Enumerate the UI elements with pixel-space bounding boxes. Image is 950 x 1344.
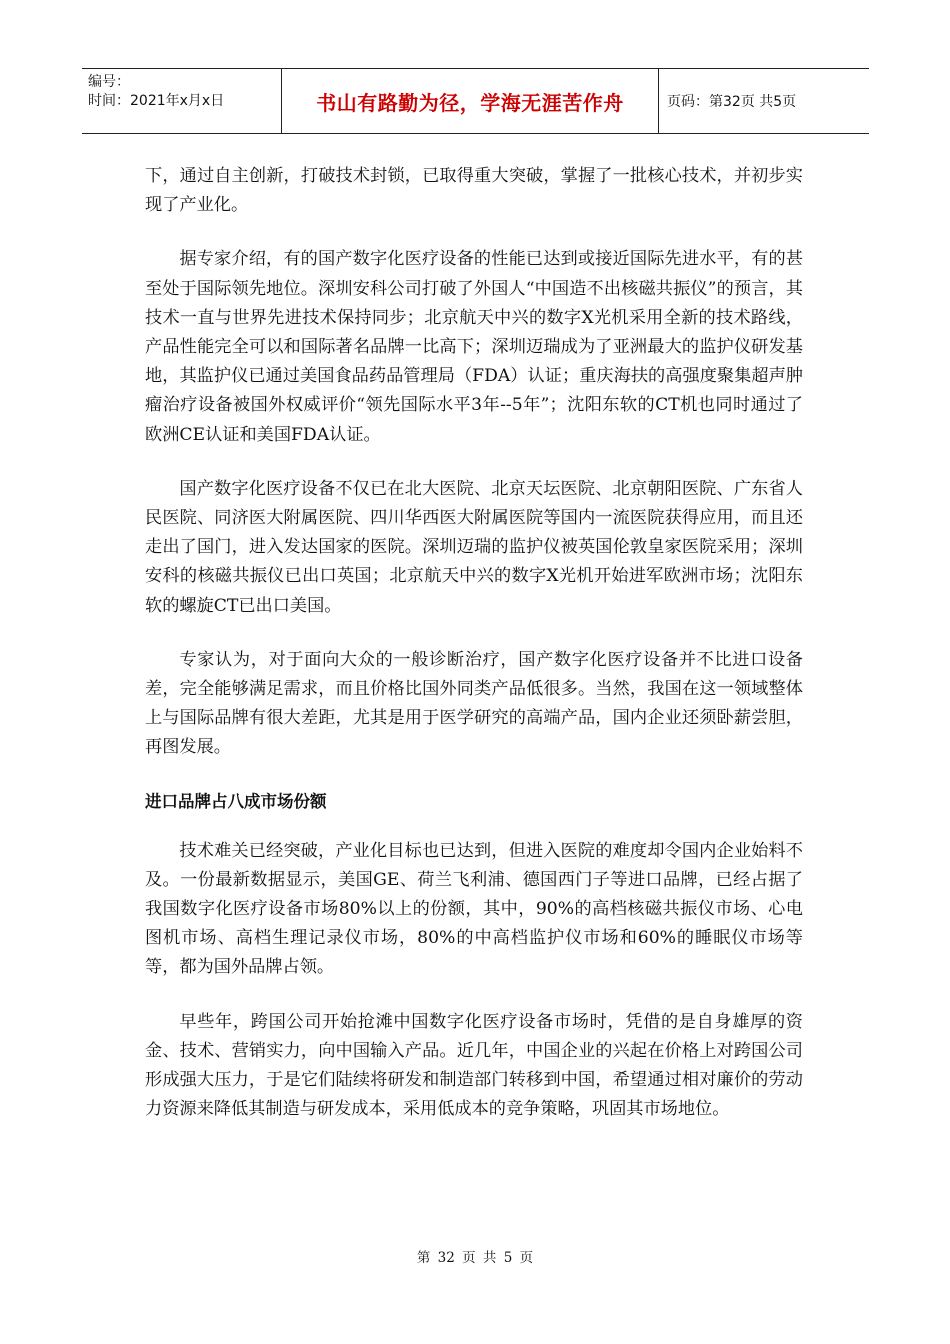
date-line: 时间：2021年x月x日 [88, 93, 225, 109]
page-header [82, 68, 869, 134]
paragraph: 早些年，跨国公司开始抢滩中国数字化医疗设备市场时，凭借的是自身雄厚的资金、技术、营销实力，向中国输入产品。近几年，中国企业的兴起在价格上对跨国公司形成强大压力，于是它们陆续将研发和制造部门转移到中国，希望通过相对廉价的劳动力资源来降低其制造与研发成本，采用低成本的竞争策略，巩固其市场地位。 [145, 1011, 803, 1120]
paragraph: 专家认为，对于面向大众的一般诊断治疗，国产数字化医疗设备并不比进口设备差，完全能够满足需求，而且价格比国外同类产品低很多。当然，我国在这一领域整体上与国际品牌有很大差距，尤其是用于医学研究的高端产品，国内企业还须卧薪尝胆，再图发展。 [145, 649, 803, 758]
header-motto: 书山有路勤为径，学海无涯苦作舟 [282, 69, 659, 133]
paragraph: 国产数字化医疗设备不仅已在北大医院、北京天坛医院、北京朝阳医院、广东省人民医院、同济医大附属医院、四川华西医大附属医院等国内一流医院获得应用，而且还走出了国门，进入发达国家的医院。深圳迈瑞的监护仪被英国伦敦皇家医院采用；深圳安科的核磁共振仪已出口英国；北京航天中兴的数字X光机开始进军欧洲市场；沈阳东软的螺旋CT已出口美国。 [145, 478, 803, 616]
header-meta [82, 69, 282, 133]
document-body [145, 162, 803, 1149]
section-heading: 进口品牌占八成市场份额 [145, 791, 327, 811]
page-footer: 第 32 页 共 5 页 [416, 1250, 534, 1266]
paragraph: 技术难关已经突破，产业化目标也已达到，但进入医院的难度却令国内企业始料不及。一份最新数据显示，美国GE、荷兰飞利浦、德国西门子等进口品牌，已经占据了我国数字化医疗设备市场80%以上的份额，其中，90%的高档核磁共振仪市场、心电图机市场、高档生理记录仪市场，80%的中高档监护仪市场和60%的睡眠仪市场等等，都为国外品牌占领。 [145, 840, 803, 978]
paragraph: 据专家介绍，有的国产数字化医疗设备的性能已达到或接近国际先进水平，有的甚至处于国际领先地位。深圳安科公司打破了外国人“中国造不出核磁共振仪”的预言，其技术一直与世界先进技术保持同步；北京航天中兴的数字X光机采用全新的技术路线，产品性能完全可以和国际著名品牌一比高下；深圳迈瑞成为了亚洲最大的监护仪研发基地，其监护仪已通过美国食品药品管理局（FDA）认证；重庆海扶的高强度聚集超声肿瘤治疗设备被国外权威评价“领先国际水平3年--5年”；沈阳东软的CT机也同时通过了欧洲CE认证和美国FDA认证。 [145, 249, 803, 445]
header-page-info: 页码：第32页 共5页 [667, 94, 797, 110]
paragraph: 下，通过自主创新，打破技术封锁，已取得重大突破，掌握了一批核心技术，并初步实现了产业化。 [145, 166, 803, 216]
number-label: 编号： [88, 74, 130, 90]
